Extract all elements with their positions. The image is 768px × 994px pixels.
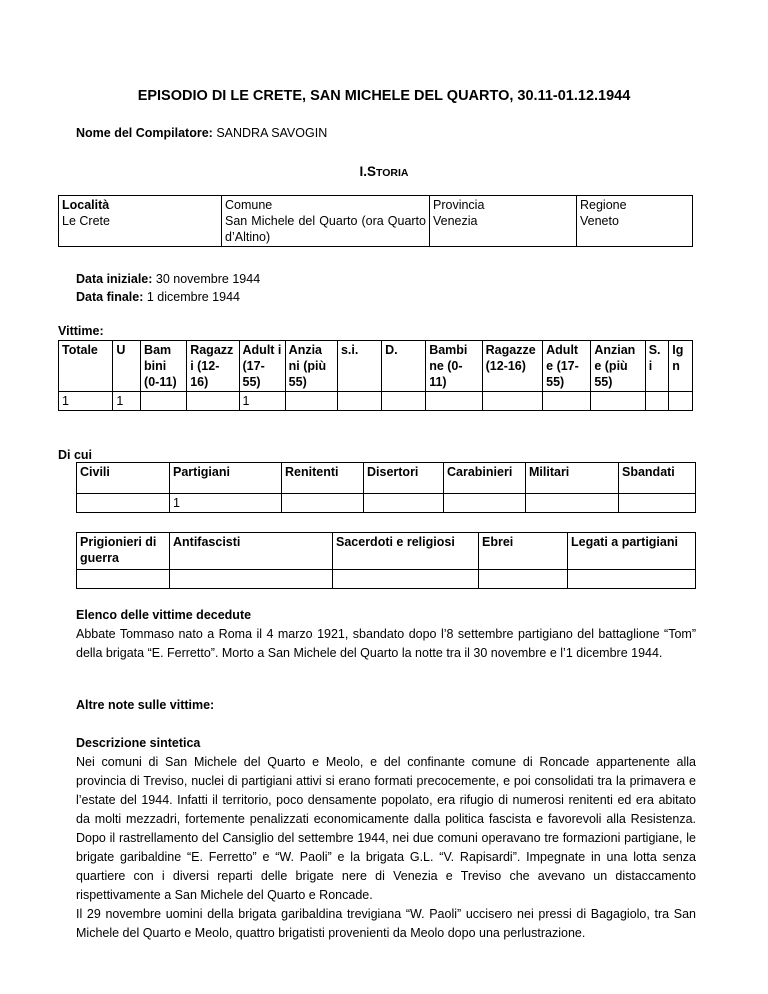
category-header: Legati a partigiani (568, 533, 696, 570)
victims-value (543, 392, 591, 411)
victims-value (337, 392, 381, 411)
category-value (282, 494, 364, 513)
category-value (364, 494, 444, 513)
category-value (170, 570, 333, 589)
victims-header: Ragazz i (12-16) (187, 341, 239, 392)
category-header: Militari (526, 463, 619, 494)
victims-header: Bam bini (0-11) (141, 341, 187, 392)
dates-block (76, 271, 260, 306)
localita-value: Le Crete (62, 214, 110, 228)
di-cui-label: Di cui (58, 448, 93, 462)
category-header: Partigiani (170, 463, 282, 494)
victims-value (669, 392, 693, 411)
category-value (479, 570, 568, 589)
regione-label: Regione (580, 198, 627, 212)
category-header: Sacerdoti e religiosi (333, 533, 479, 570)
elenco-text: Abbate Tommaso nato a Roma il 4 marzo 1921, sbandato dopo l’8 settembre partigiano del battaglione “Tom” della brigata “E. Ferretto”. Morto a San Michele del Quarto la notte tra il 30 novembre e l’1 dicembre 1944. (76, 627, 696, 660)
victims-header: s.i. (337, 341, 381, 392)
categories-table-2 (76, 532, 696, 589)
provincia-label: Provincia (433, 198, 485, 212)
compiler-name: SANDRA SAVOGIN (216, 126, 328, 140)
category-header: Civili (77, 463, 170, 494)
category-header: Prigionieri di guerra (77, 533, 170, 570)
start-date: 30 novembre 1944 (155, 272, 261, 286)
section-initial: S (367, 164, 377, 179)
category-value (333, 570, 479, 589)
category-value (568, 570, 696, 589)
category-value (444, 494, 526, 513)
section-rest: TORIA (376, 167, 409, 179)
category-value: 1 (170, 494, 282, 513)
end-date: 1 dicembre 1944 (146, 289, 240, 304)
victims-value (285, 392, 337, 411)
regione-cell (577, 196, 693, 247)
provincia-value: Venezia (433, 214, 478, 228)
descrizione-heading: Descrizione sintetica (76, 736, 201, 750)
compiler-line (76, 126, 327, 140)
category-header: Ebrei (479, 533, 568, 570)
category-value (77, 570, 170, 589)
victims-value (382, 392, 426, 411)
victims-value: 1 (113, 392, 141, 411)
section-heading (0, 164, 768, 179)
victims-value (187, 392, 239, 411)
category-value (526, 494, 619, 513)
victims-header: S. i (645, 341, 669, 392)
descrizione-paragraph: Il 29 novembre uomini della brigata garibaldina trevigiana “W. Paoli” uccisero nei pressi di Bagagiolo, tra San Michele del Quarto e Meolo, quattro brigatisti provenienti da Meolo dopo una perlustrazione. (76, 907, 696, 940)
category-header: Sbandati (619, 463, 696, 494)
localita-label: Località (62, 198, 110, 212)
category-value (619, 494, 696, 513)
victims-value (591, 392, 645, 411)
victims-header: Adult e (17-55) (543, 341, 591, 392)
victims-value: 1 (59, 392, 113, 411)
comune-label: Comune (225, 198, 273, 212)
elenco-heading: Elenco delle vittime decedute (76, 608, 252, 622)
victims-table (58, 340, 693, 411)
victims-label: Vittime: (58, 324, 104, 338)
category-value (77, 494, 170, 513)
victims-header: Bambi ne (0-11) (426, 341, 482, 392)
altre-note-heading: Altre note sulle vittime: (76, 698, 215, 712)
category-header: Carabinieri (444, 463, 526, 494)
victims-header: Anzia ni (più 55) (285, 341, 337, 392)
end-date-label: Data finale: (76, 289, 144, 304)
victims-value (482, 392, 543, 411)
victims-value: 1 (239, 392, 285, 411)
section-number: I. (359, 164, 367, 179)
localita-cell (59, 196, 222, 247)
victims-header: Totale (59, 341, 113, 392)
comune-cell (222, 196, 430, 247)
victims-header: U (113, 341, 141, 392)
victims-header: Adult i (17-55) (239, 341, 285, 392)
victims-header: Ig n (669, 341, 693, 392)
categories-table (76, 462, 696, 513)
compiler-label: Nome del Compilatore: (76, 126, 213, 140)
victims-value (426, 392, 482, 411)
victims-value (141, 392, 187, 411)
category-header: Renitenti (282, 463, 364, 494)
category-header: Disertori (364, 463, 444, 494)
descrizione-paragraph: Nei comuni di San Michele del Quarto e Meolo, e del confinante comune di Roncade appartenente alla provincia di Treviso, nuclei di partigiani attivi si erano formati precocemente, e poi consolidati tra la primavera e l’estate del 1944. Infatti il territorio, poco densamente popolato, era rifugio di numerosi renitenti ed era abitato da molti mezzadri, fortemente penalizzati economicamente dalla politica fascista e favorevoli alla Resistenza. Dopo il rastrellamento del Cansiglio del settembre 1944, nei due comuni operavano tre formazioni partigiane, le brigate garibaldine “E. Ferretto” e “W. Paoli” e la brigata G.L. “V. Rapisardi”. Impegnate in una lotta senza quartiere con i diversi reparti delle brigate nere di Venezia e Treviso che avevano un distaccamento rispettivamente a San Michele del Quarto e Roncade. (76, 755, 696, 902)
descrizione-body (76, 753, 696, 943)
victims-value (645, 392, 669, 411)
victims-header: Ragazze (12-16) (482, 341, 543, 392)
provincia-cell (430, 196, 577, 247)
category-header: Antifascisti (170, 533, 333, 570)
start-date-label: Data iniziale: (76, 272, 153, 286)
document-title: EPISODIO DI LE CRETE, SAN MICHELE DEL QUARTO, 30.11-01.12.1944 (137, 88, 631, 104)
location-table (58, 195, 693, 247)
comune-value: San Michele del Quarto (ora Quarto d’Altino) (225, 214, 426, 244)
victims-header: D. (382, 341, 426, 392)
regione-value: Veneto (580, 214, 619, 228)
victims-header: Anzian e (più 55) (591, 341, 645, 392)
